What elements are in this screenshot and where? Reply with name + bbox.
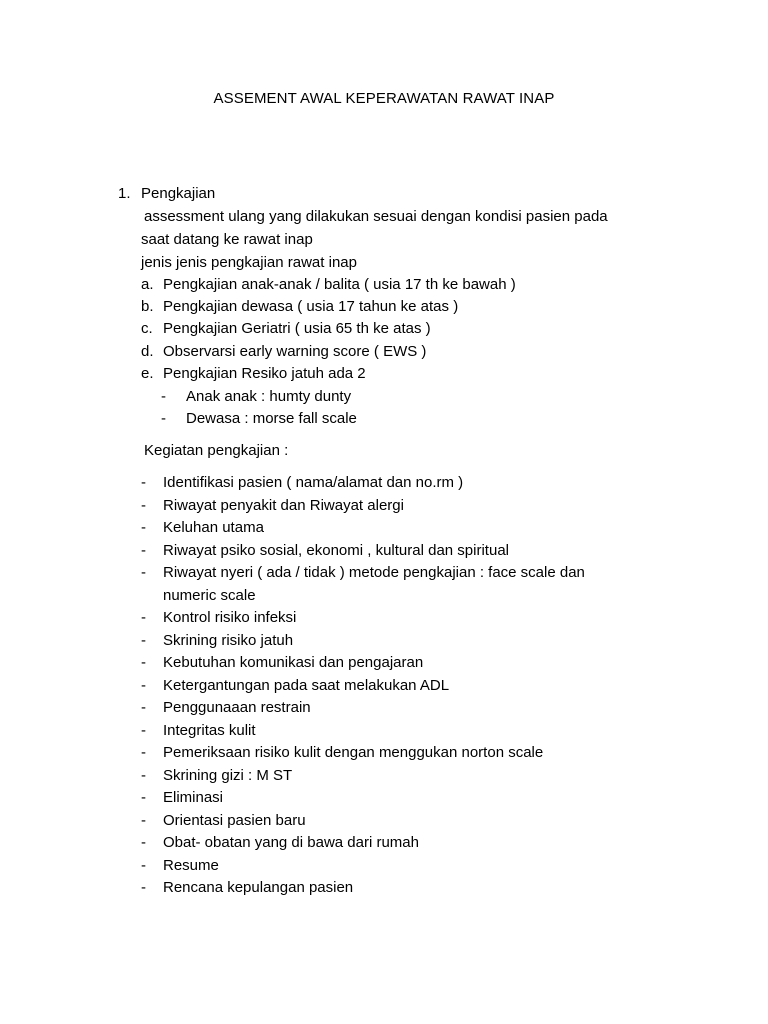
list-text: Skrining gizi : M ST: [163, 767, 293, 784]
list-text: Kebutuhan komunikasi dan pengajaran: [163, 654, 424, 671]
list-marker: -: [141, 654, 146, 671]
list-text: Dewasa : morse fall scale: [186, 410, 357, 427]
list-text: Eliminasi: [163, 789, 224, 806]
list-text: Penggunaaan restrain: [163, 699, 311, 716]
list-marker: -: [161, 388, 166, 405]
list-text: Obat- obatan yang di bawa dari rumah: [163, 834, 419, 851]
section-heading: Pengkajian: [141, 185, 216, 202]
list-marker: c.: [141, 320, 153, 337]
list-marker: d.: [141, 343, 154, 360]
section-number: 1.: [118, 185, 131, 202]
list-text: Observarsi early warning score ( EWS ): [163, 343, 427, 360]
list-text: Kontrol risiko infeksi: [163, 609, 297, 626]
list-text: Resume: [163, 857, 219, 874]
list-text: Identifikasi pasien ( nama/alamat dan no.rm ): [163, 474, 464, 491]
list-text: Orientasi pasien baru: [163, 812, 306, 829]
list-text: Riwayat psiko sosial, ekonomi , kultural dan spiritual: [163, 542, 509, 559]
list-marker: -: [141, 609, 146, 626]
list-text: Pengkajian Geriatri ( usia 65 th ke atas ): [163, 320, 431, 337]
list-marker: -: [141, 677, 146, 694]
list-marker: b.: [141, 298, 154, 315]
activities-heading: Kegiatan pengkajian :: [144, 442, 289, 459]
list-marker: -: [141, 632, 146, 649]
list-text: Pengkajian Resiko jatuh ada 2: [163, 365, 366, 382]
list-marker: -: [141, 812, 146, 829]
types-heading: jenis jenis pengkajian rawat inap: [141, 254, 357, 271]
list-text: Riwayat nyeri ( ada / tidak ) metode pengkajian : face scale dan: [163, 564, 585, 581]
list-marker: -: [161, 410, 166, 427]
list-text: Integritas kulit: [163, 722, 256, 739]
list-marker: -: [141, 542, 146, 559]
list-marker: -: [141, 519, 146, 536]
list-marker: e.: [141, 365, 154, 382]
list-text: Ketergantungan pada saat melakukan ADL: [163, 677, 450, 694]
intro-line-1: assessment ulang yang dilakukan sesuai dengan kondisi pasien pada: [144, 208, 608, 225]
list-marker: -: [141, 699, 146, 716]
intro-line-2: saat datang ke rawat inap: [141, 231, 313, 248]
list-text: Pengkajian anak-anak / balita ( usia 17 th ke bawah ): [163, 276, 516, 293]
list-marker: -: [141, 474, 146, 491]
list-text: Skrining risiko jatuh: [163, 632, 294, 649]
list-marker: -: [141, 767, 146, 784]
list-marker: -: [141, 879, 146, 896]
list-marker: -: [141, 834, 146, 851]
list-marker: -: [141, 722, 146, 739]
list-text: Riwayat penyakit dan Riwayat alergi: [163, 497, 404, 514]
list-text: Keluhan utama: [163, 519, 264, 536]
list-text: Pengkajian dewasa ( usia 17 tahun ke atas ): [163, 298, 459, 315]
list-marker: -: [141, 744, 146, 761]
list-text: numeric scale: [163, 587, 256, 604]
list-marker: -: [141, 857, 146, 874]
list-text: Rencana kepulangan pasien: [163, 879, 354, 896]
list-text: Pemeriksaan risiko kulit dengan menggukan norton scale: [163, 744, 544, 761]
list-marker: -: [141, 564, 146, 581]
list-text: Anak anak : humty dunty: [186, 388, 352, 405]
list-marker: -: [141, 789, 146, 806]
list-marker: -: [141, 497, 146, 514]
document-title: ASSEMENT AWAL KEPERAWATAN RAWAT INAP: [213, 90, 555, 107]
list-marker: a.: [141, 276, 154, 293]
